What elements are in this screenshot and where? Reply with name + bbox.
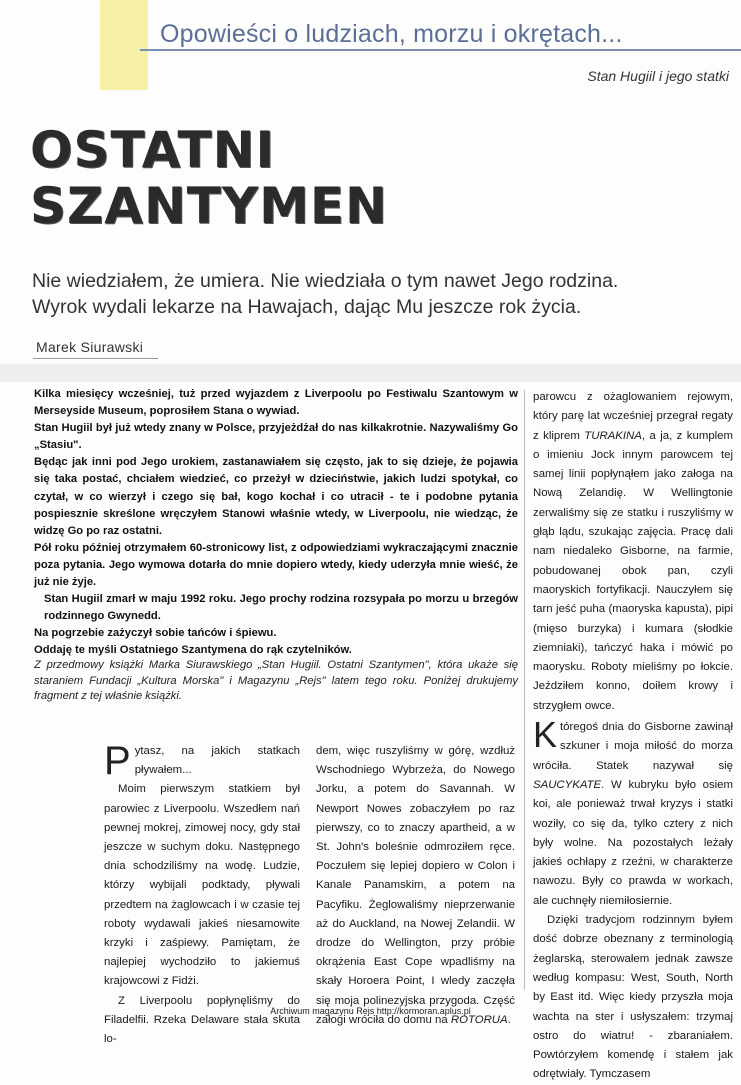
intro-paragraph: Kilka miesięcy wcześniej, tuż przed wyjazdem z Liverpoolu po Festiwalu Szantowym w Merseyside Museum, poprosiłem Stana o wywiad. [34,388,518,418]
section-band [0,364,741,382]
body-paragraph: Któregoś dnia do Gisborne zawinął szkuner i moja miłość do morza wróciła. Statek nazywał się SAUCYKATE. W kubryku było osiem koi, ale ponieważ trwał kryzys i statki woziły, co się da, tylko cztery z nich były wolne. Na pozostałych leżały jakieś ochłapy z rzeźni, w charakterze nawozu. Były co prawda w workach, ale cuchnęły niemiłosiernie. [533,714,733,907]
article-lead [32,268,732,320]
body-column-1 [104,739,300,1049]
author-underline [33,358,158,359]
lead-line-2: Wyrok wydali lekarze na Hawajach, dając Mu jeszcze rok życia. [32,296,582,318]
body-paragraph: Z Liverpoolu popłynęliśmy do Filadelfii. Rzeka Delaware stała skuta lo- [104,994,300,1046]
article-subtitle: Stan Hugiil i jego statki [587,68,729,84]
body-paragraph: Dzięki tradycjom rodzinnym byłem dość dobrze obeznany z terminologią żeglarską, sterowałem jednak zawsze według kompasu: West, South, North by East itd. Więc kiedy przyszła moja wachta na ster i usłyszałem: trzymaj ostro do wiatru! - zbaraniałem. Powtórzyłem komendę i stałem jak odrętwiały. Tymczasem [533,914,733,1081]
editor-note: Z przedmowy książki Marka Siurawskiego „Stan Hugiil. Ostatni Szantymen", która ukaże się staraniem Fundacji „Kultura Morska" i Magazynu „Rejs" latem tego roku. Poniżej drukujemy fragment z tej właśnie książki. [34,659,518,702]
headline-line-2: SZANTYMEN [30,177,388,235]
intro-paragraph: Pół roku później otrzymałem 60-stronicowy list, z odpowiedziami wykraczającymi znacznie poza pytania. Jego wymowa dotarła do mnie dopiero wtedy, kiedy uderzyła mnie wieść, że już nie żyje. [34,541,518,589]
body-paragraph: Moim pierwszym statkiem był parowiec z Liverpoolu. Wszedłem nań pewnej mokrej, zimowej nocy, gdy stał jeszcze w suchym doku. Następnego dnia schodziliśmy na wodę. Ludzie, którzy wybijali podktady, pływali przedtem na żaglowcach i w czasie tej roboty wydawali jakieś niesamowite krzyki i zaśpiewy. Pamiętam, że najlepiej wychodziło to jakiemuś krajowcowi z Fidżi. [104,783,300,988]
header-rule [140,49,741,51]
body-column-3 [533,388,733,1085]
intro-paragraph: Na pogrzebie zażyczył sobie tańców i śpiewu. [34,627,277,640]
column-divider [524,390,525,990]
drop-cap: P [104,739,131,783]
headline-line-1: OSTATNI [30,121,276,179]
header-highlight-band [100,0,148,90]
body-paragraph: parowcu z ożaglowaniem rejowym, który parę lat wcześniej przegrał regaty z kliprem TURAKINA, a ja, z kumplem o imieniu Jock innym parowcem tej samej linii popłynąłem jako załoga na Nową Zelandię. W Wellingtonie zerwaliśmy się ze statku i ruszyliśmy w głąb lądu, szukając zajęcia. Pracę dali nam niedaleko Gisborne, na farmie, pobudowanej obok pan, czyli maoryskich fortyfikacji. Nauczyłem się tarn jeść puha (maoryska kapusta), pipi (mięso burzyka) i kumara (słodkie ziemniaki), tańczyć haka i mówić po maorysku. Roboty mieliśmy po łokcie. Jeździłem konno, doiłem krowy i strzygłem owce. [533,391,734,712]
intro-paragraph: Stan Hugiil był już wtedy znany w Polsce, przyjeżdżał do nas kilkakrotnie. Nazywaliśmy Go „Stasiu". [34,422,518,452]
intro-block [34,386,518,660]
drop-cap: K [533,714,558,756]
page-footer: Archiwum magazynu Rejs http://kormoran.aplus.pl [270,1006,471,1016]
article-author: Marek Siurawski [36,339,144,355]
series-title: Opowieści o ludziach, morzu i okrętach... [160,20,623,48]
body-paragraph: Pytasz, na jakich statkach pływałem... [104,739,300,783]
intro-paragraph: Stan Hugiil zmarł w maju 1992 roku. Jego prochy rodzina rozsypała po morzu u brzegów rodzinnego Gwynedd. [44,593,518,623]
lead-line-1: Nie wiedziałem, że umiera. Nie wiedziała o tym nawet Jego rodzina. [32,270,619,292]
intro-paragraph: Oddaję te myśli Ostatniego Szantymena do rąk czytelników. [34,644,352,657]
intro-paragraph: Będąc jak inni pod Jego urokiem, zastanawiałem się często, jak to się dzieje, że pojawia się taka postać, chciałem wiedzieć, co przeżył w dzieciństwie, jakich ludzi spotykał, co czytał, w co wierzył i czego się bał, kogo kochał i co utracił - te i podobne pytania pospiesznie skreślone wręczyłem Stanowi właśnie wtedy, w Liverpoolu, nie wiedząc, że widzę Go po raz ostatni. [34,456,518,537]
article-headline [30,122,388,234]
body-column-2: dem, więc ruszyliśmy w górę, wzdłuż Wschodniego Wybrzeża, do Nowego Jorku, a potem do Savannah. W Newport Nowes zobaczyłem po raz pierwszy, co to znaczy apartheid, a w St. John's boleśnie odmroziłem ręce. Poczułem się lepiej dopiero w Colon i Kanale Panamskim, a potem na Pacyfiku. Żeglowaliśmy nieprzerwanie aż do Auckland, na Nowej Zelandii. W drodze do Wellington, przy próbie okrążenia East Cope wpadliśmy na skały Horoera Point, I wledy zaczęła się moja polinezyjska przygoda. Część załogi wróciła do domu na ROTORUA. [316,745,515,1026]
